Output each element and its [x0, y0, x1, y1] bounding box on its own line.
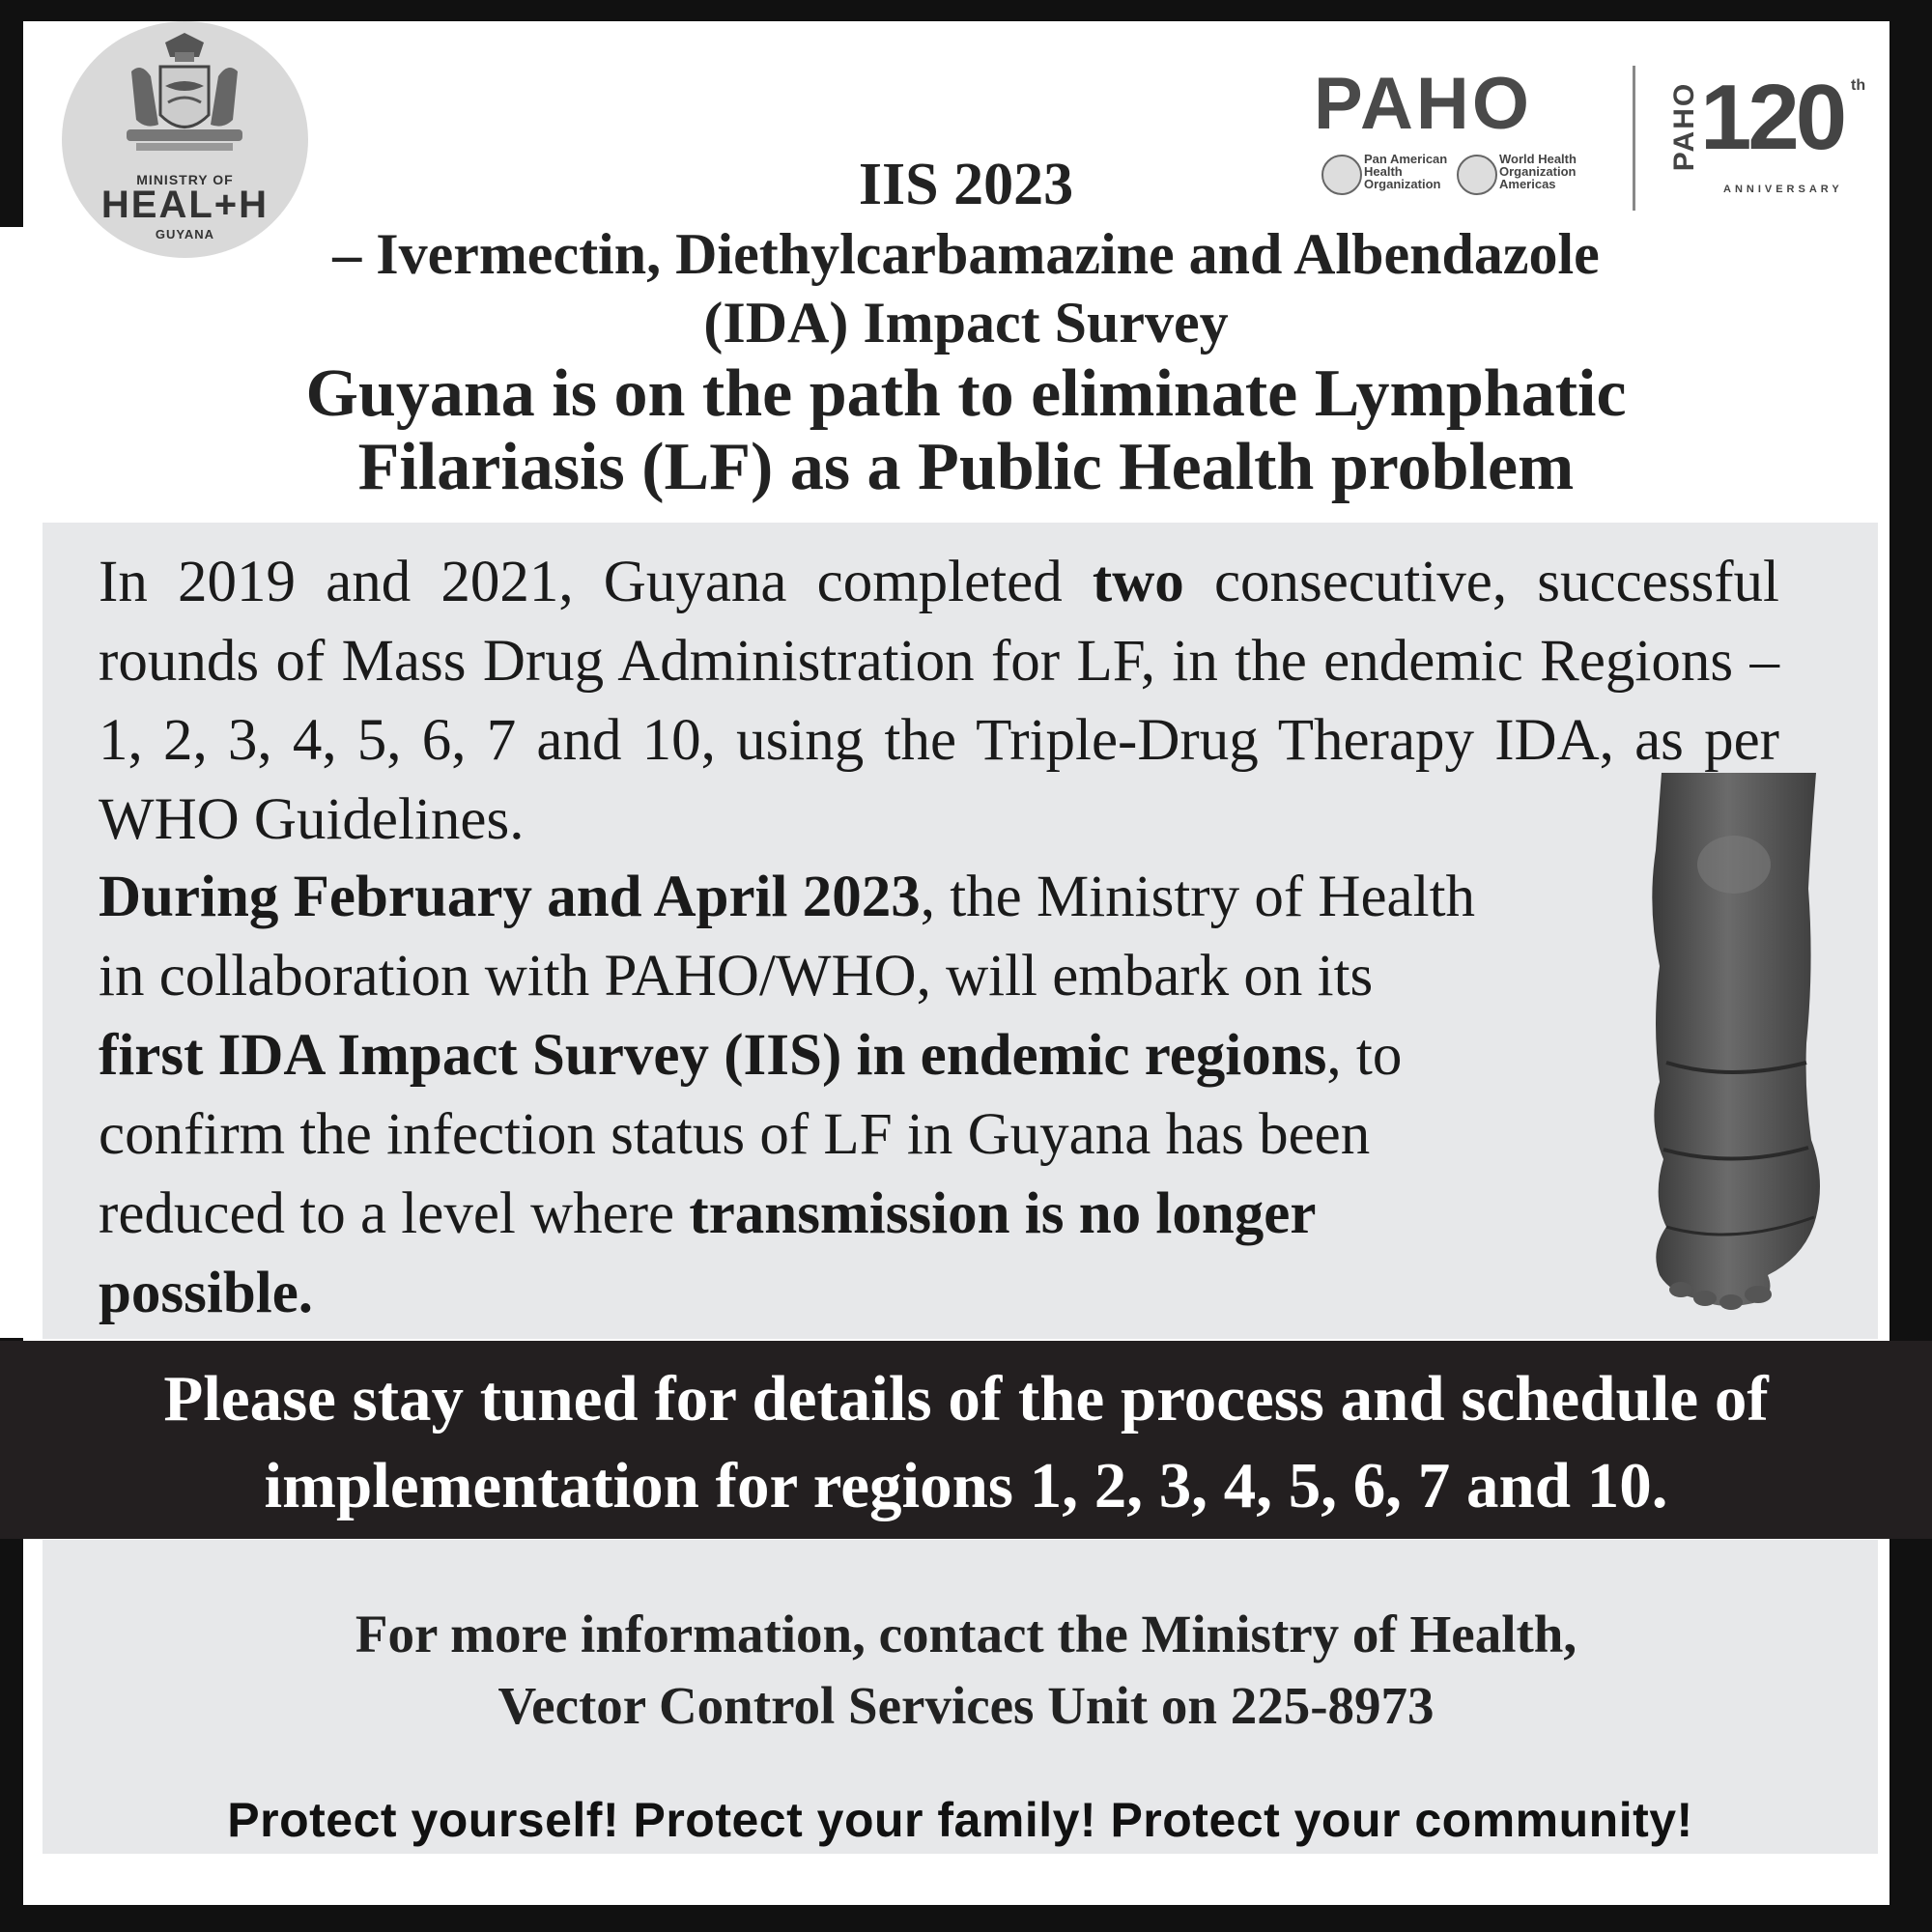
- slogan: Protect yourself! Protect your family! Protect your community!: [227, 1793, 1693, 1847]
- paho-logo: PAHO Pan American Health Organization World Health Organization Americas: [1314, 68, 1584, 203]
- anniversary-number: 120: [1700, 66, 1844, 169]
- subtitle-line2: (IDA) Impact Survey: [703, 291, 1229, 355]
- survey-line5: reduced to a level where transmission is no longer: [99, 1181, 1317, 1246]
- survey-line1: During February and April 2023, the Ministry of Health: [99, 865, 1476, 929]
- leg-illustration-icon: [1642, 773, 1826, 1314]
- subtitle-line1: – Ivermectin, Diethylcarbamazine and Albendazole: [332, 222, 1600, 286]
- banner-text: [39, 1355, 1893, 1529]
- page-edge: [0, 227, 23, 1338]
- survey-line6: possible.: [99, 1261, 314, 1325]
- survey-line3: first IDA Impact Survey (IIS) in endemic regions, to: [99, 1023, 1403, 1088]
- ministry-logo-line1: MINISTRY OF: [136, 172, 234, 187]
- survey-line4: confirm the infection status of LF in Guyana has been: [99, 1102, 1371, 1167]
- headline-line1: Guyana is on the path to eliminate Lymphatic: [305, 356, 1627, 431]
- survey-paragraph: [99, 858, 1683, 1333]
- contact-line2: Vector Control Services Unit on 225-8973: [497, 1676, 1435, 1735]
- anniversary-suffix: th: [1851, 77, 1866, 94]
- anniversary-label: ANNIVERSARY: [1723, 184, 1843, 195]
- headline-line2: Filariasis (LF) as a Public Health problem: [357, 430, 1575, 504]
- banner-line1: Please stay tuned for details of the process and schedule of: [163, 1363, 1769, 1435]
- coat-of-arms-icon: [122, 33, 247, 168]
- contact-info: [97, 1599, 1835, 1742]
- survey-line2: in collaboration with PAHO/WHO, will embark on its: [99, 944, 1374, 1009]
- banner-line2: implementation for regions 1, 2, 3, 4, 5, 6, 7 and 10.: [264, 1450, 1668, 1521]
- ministry-logo-line2: HEAL+H: [100, 184, 270, 226]
- paho-wordmark: PAHO: [1314, 63, 1532, 145]
- ministry-logo-line3: GUYANA: [155, 227, 215, 242]
- page-title: IIS 2023: [858, 152, 1074, 217]
- anniversary-paho-vertical: PAHO: [1668, 81, 1701, 172]
- mda-paragraph: In 2019 and 2021, Guyana completed two consecutive, successful rounds of Mass Drug Administration for LF, in the endemic Regions – 1, 2, 3, 4, 5, 6, 7 and 10, using the Triple-Drug Therapy IDA, as per WHO Guidelines.: [99, 550, 1779, 852]
- contact-line1: For more information, contact the Ministry of Health,: [355, 1605, 1577, 1663]
